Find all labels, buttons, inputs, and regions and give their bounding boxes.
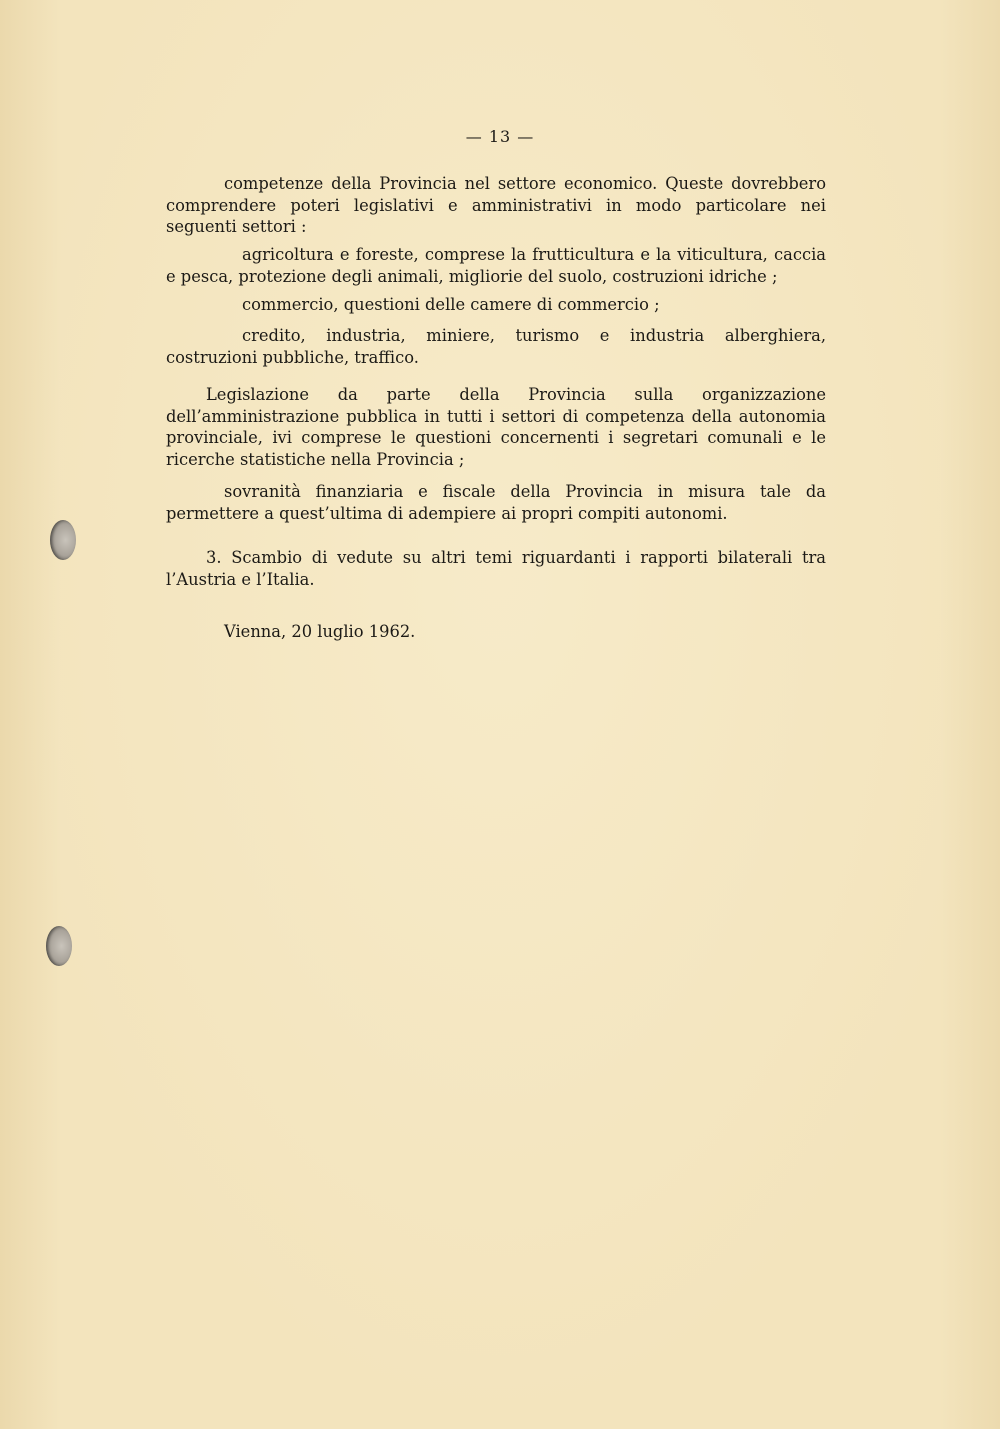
punch-hole-bottom [46, 926, 72, 966]
paragraph-text: credito, industria, miniere, turismo e industria alberghiera, costruzioni pubbliche, traffico. [166, 326, 826, 367]
paragraph-date [166, 621, 826, 643]
paragraph-text: commercio, questioni delle camere di commercio ; [242, 295, 660, 314]
paragraph-text: competenze della Provincia nel settore economico. Queste dovrebbero comprendere poteri legislativi e amministrativi in modo particolare nei seguenti settori : [166, 174, 826, 236]
paragraph-agricoltura [166, 244, 826, 287]
paragraph-legislazione [166, 384, 826, 470]
paragraph-credito [166, 325, 826, 368]
paragraph-competenze [166, 173, 826, 238]
punch-hole-top [50, 520, 76, 560]
page-number: — 13 — [465, 127, 535, 146]
paragraph-text: 3. Scambio di vedute su altri temi riguardanti i rapporti bilaterali tra l’Austria e l’Italia. [166, 548, 826, 589]
paragraph-text: sovranità finanziaria e fiscale della Provincia in misura tale da permettere a quest’ultima di adempiere ai propri compiti autonomi. [166, 482, 826, 523]
date-line: Vienna, 20 luglio 1962. [224, 622, 416, 641]
paragraph-commercio [166, 294, 826, 316]
paragraph-scambio [166, 547, 826, 590]
paragraph-text: Legislazione da parte della Provincia sulla organizzazione dell’amministrazione pubblica in tutti i settori di competenza della autonomia provinciale, ivi comprese le questioni concernenti i segretari comunali e le ricerche statistiche nella Provincia ; [166, 385, 826, 469]
paragraph-text: agricoltura e foreste, comprese la frutticultura e la viticultura, caccia e pesca, protezione degli animali, migliorie del suolo, costruzioni idriche ; [166, 245, 826, 286]
paragraph-sovranita [166, 481, 826, 524]
